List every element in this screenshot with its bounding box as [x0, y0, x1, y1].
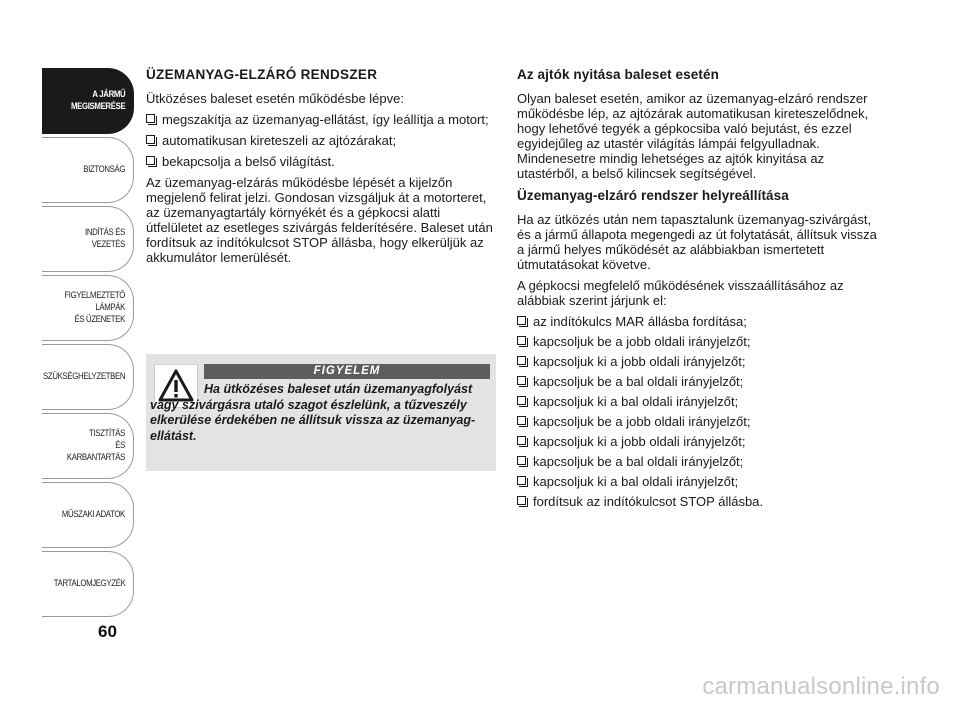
list-item-text: bekapcsolja a belső világítást.	[162, 154, 335, 169]
body-paragraph: Az üzemanyag-elzárás működésbe lépését a kijelzőn megjelenő felirat jelzi. Gondosan vizsgáljuk át a motorteret, az üzemanyagtartály környékét és a gépkocsi alatti útfelületet az esetleges szivárgás felderítésére. Baleset után fordítsuk az indítókulcsot STOP állásba, hogy elkerüljük az akkumulátor lemerülését.	[146, 175, 493, 265]
watermark: carmanualsonline.info	[702, 673, 940, 700]
tab-label: TISZTÍTÁS ÉS KARBANTARTÁS	[66, 428, 125, 463]
list-item	[517, 454, 877, 469]
effects-list	[146, 112, 496, 169]
tab-technical-data[interactable]	[42, 482, 134, 548]
list-item-text: kapcsoljuk ki a jobb oldali irányjelzőt;	[533, 354, 746, 369]
list-item-text: kapcsoljuk ki a jobb oldali irányjelzőt;	[533, 434, 746, 449]
reset-paragraph: Ha az ütközés után nem tapasztalunk üzemanyag-szivárgást, és a jármű állapota megengedi az út folytatását, állítsuk vissza a jármű helyes működését az alábbiakban ismertetett útmutatásokat követve.	[517, 212, 877, 272]
list-item-text: fordítsuk az indítókulcsot STOP állásba.	[533, 494, 764, 509]
list-item	[517, 434, 877, 449]
list-item	[517, 494, 877, 509]
list-item-text: az indítókulcs MAR állásba fordítása;	[533, 314, 747, 329]
tab-emergency[interactable]	[42, 344, 134, 410]
tab-label: INDÍTÁS ÉS VEZETÉS	[84, 227, 125, 250]
tab-label: SZÜKSÉGHELYZETBEN	[42, 371, 125, 382]
checkbox-bullet-icon	[517, 356, 526, 365]
tab-label: BIZTONSÁG	[83, 164, 125, 175]
door-opening-paragraph: Olyan baleset esetén, amikor az üzemanyag-elzáró rendszer működésbe lép, az ajtózárak automatikusan kireteszelődnek, hogy lehetővé tegyék a gépkocsiba való bejutást, és ezzel egyidejűleg az utastér világítás lámpái felgyulladnak. Mindenesetre mindig lehetséges az ajtók kinyitása az utastérből, a belső kilincsek segítségével.	[517, 91, 869, 181]
tab-safety[interactable]	[42, 137, 134, 203]
tab-label: FIGYELMEZTETŐ LÁMPÁK ÉS ÜZENETEK	[64, 290, 125, 325]
tab-starting-driving[interactable]	[42, 206, 134, 272]
list-item	[517, 314, 877, 329]
checkbox-bullet-icon	[517, 496, 526, 505]
list-item-text: kapcsoljuk ki a bal oldali irányjelzőt;	[533, 394, 739, 409]
chapter-tabs	[42, 68, 134, 620]
list-item-text: kapcsoljuk be a jobb oldali irányjelzőt;	[533, 334, 751, 349]
checkbox-bullet-icon	[146, 135, 155, 144]
list-item-text: kapcsoljuk be a jobb oldali irányjelzőt;	[533, 414, 751, 429]
page-number: 60	[98, 622, 117, 641]
tab-label: MŰSZAKI ADATOK	[61, 509, 125, 520]
tab-label: A JÁRMŰ MEGISMERÉSE	[70, 89, 125, 112]
list-item-text: megszakítja az üzemanyag-ellátást, így leállítja a motort;	[162, 112, 489, 127]
checkbox-bullet-icon	[517, 436, 526, 445]
list-item-text: kapcsoljuk be a bal oldali irányjelzőt;	[533, 374, 744, 389]
list-item	[517, 474, 877, 489]
reset-steps-list	[517, 314, 877, 509]
warning-text: Ha ütközéses baleset után üzemanyagfolyást vagy szivárgásra utaló szagot észlelünk, a tűzveszély elkerülése érdekében ne állítsuk vissza az üzemanyag-ellátást.	[150, 382, 476, 443]
tab-warning-lights[interactable]	[42, 275, 134, 341]
checkbox-bullet-icon	[517, 316, 526, 325]
checkbox-bullet-icon	[146, 114, 155, 123]
list-item	[517, 414, 877, 429]
list-item	[146, 154, 496, 169]
reset-heading: Üzemanyag-elzáró rendszer helyreállítása	[517, 188, 789, 203]
checkbox-bullet-icon	[517, 476, 526, 485]
list-item	[517, 354, 877, 369]
reset-procedure-intro: A gépkocsi megfelelő működésének visszaállításához az alábbiak szerint járjunk el:	[517, 278, 844, 308]
checkbox-bullet-icon	[517, 396, 526, 405]
warning-box	[146, 354, 496, 471]
checkbox-bullet-icon	[517, 376, 526, 385]
tab-label: TARTALOMJEGYZÉK	[53, 578, 125, 589]
list-item-text: automatikusan kireteszeli az ajtózárakat;	[162, 133, 397, 148]
list-item-text: kapcsoljuk ki a bal oldali irányjelzőt;	[533, 474, 739, 489]
checkbox-bullet-icon	[517, 336, 526, 345]
door-opening-heading: Az ajtók nyitása baleset esetén	[517, 67, 719, 82]
tab-maintenance[interactable]	[42, 413, 134, 479]
list-item	[146, 112, 496, 127]
tab-vehicle-overview[interactable]	[42, 68, 134, 134]
tab-index[interactable]	[42, 551, 134, 617]
checkbox-bullet-icon	[517, 456, 526, 465]
warning-header: FIGYELEM	[204, 364, 490, 379]
right-column	[517, 66, 877, 514]
checkbox-bullet-icon	[146, 156, 155, 165]
list-item	[517, 334, 877, 349]
left-column	[146, 66, 496, 271]
list-item-text: kapcsoljuk be a bal oldali irányjelzőt;	[533, 454, 744, 469]
list-item	[146, 133, 496, 148]
checkbox-bullet-icon	[517, 416, 526, 425]
list-item	[517, 394, 877, 409]
section-title: ÜZEMANYAG-ELZÁRÓ RENDSZER	[146, 67, 378, 82]
intro-text: Ütközéses baleset esetén működésbe lépve:	[146, 91, 404, 106]
list-item	[517, 374, 877, 389]
